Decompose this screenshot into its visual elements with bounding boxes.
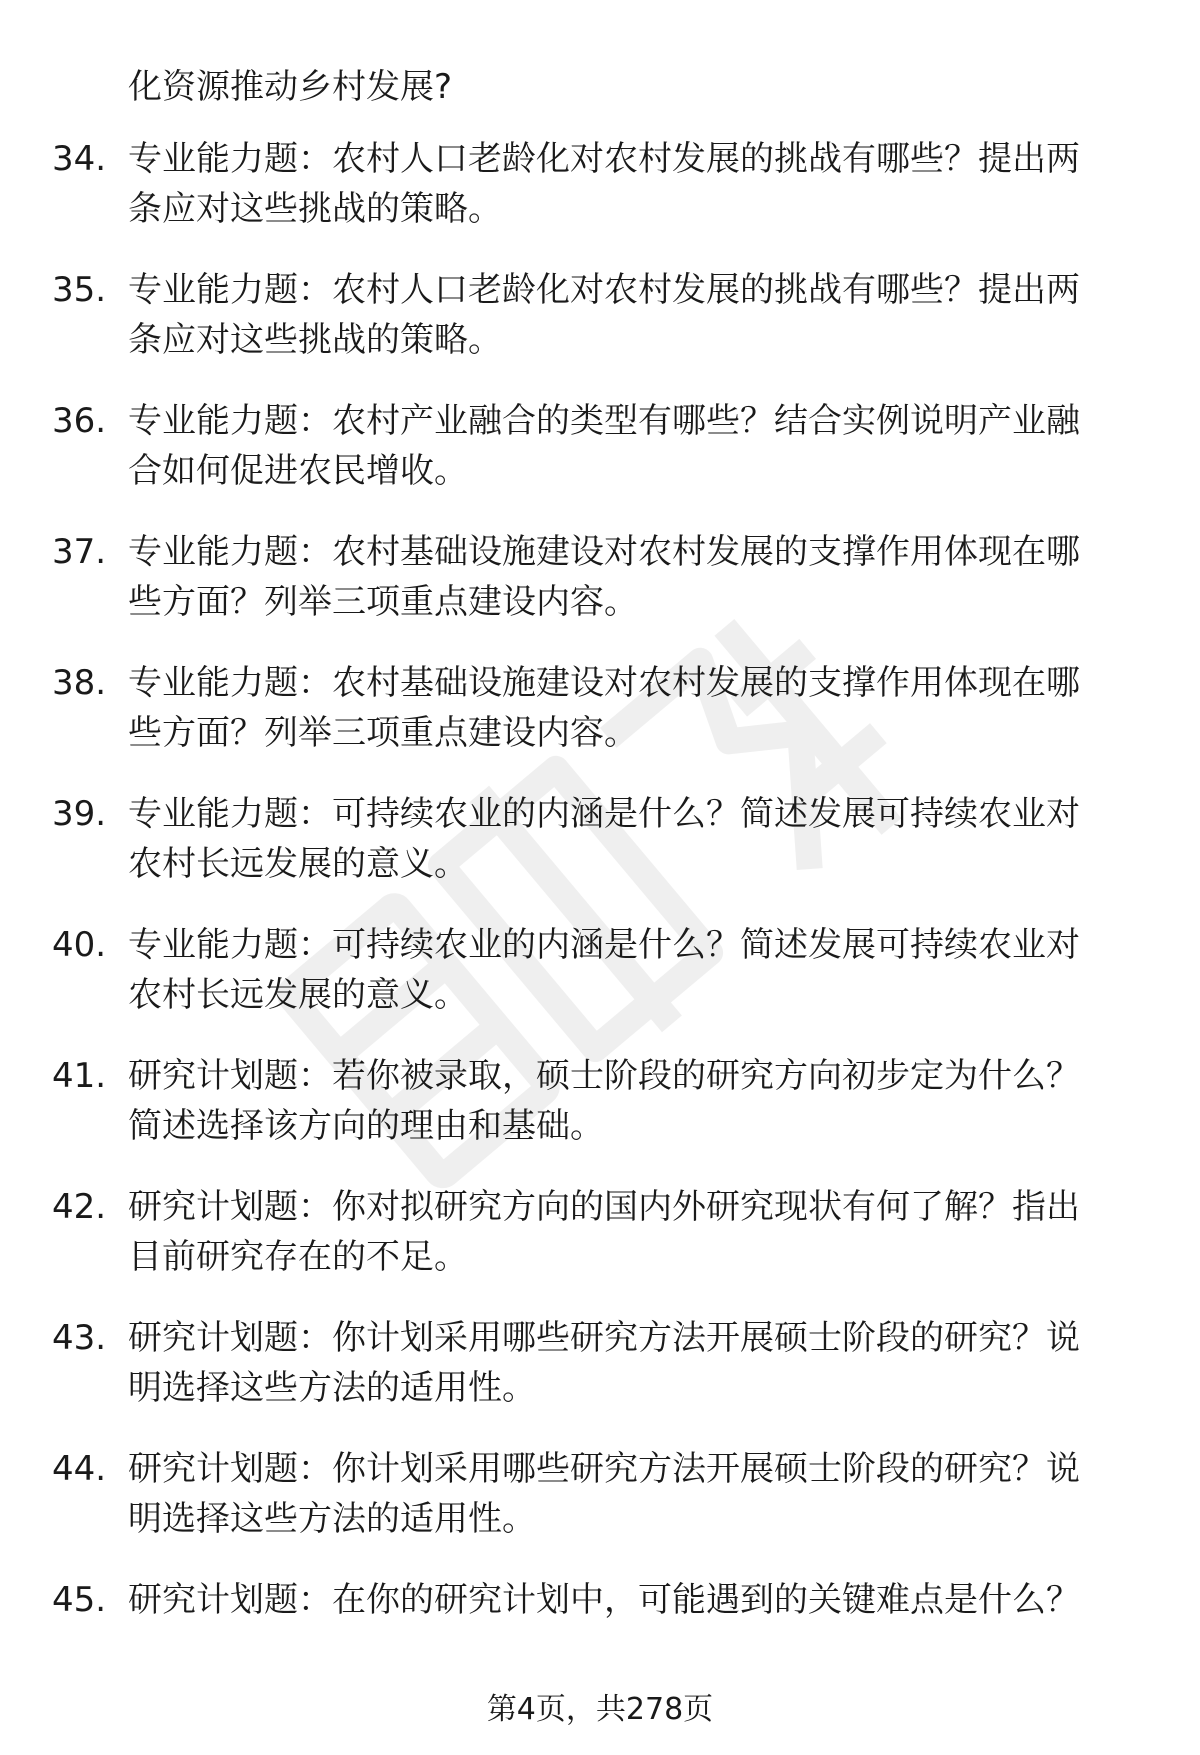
question-item	[0, 789, 1200, 920]
question-item	[0, 1444, 1200, 1575]
question-number: 39.	[52, 794, 107, 834]
question-number: 41.	[52, 1056, 107, 1096]
question-text: 研究计划题：在你的研究计划中，可能遇到的关键难点是什么？	[128, 1580, 1080, 1620]
question-item	[0, 265, 1200, 396]
question-text: 专业能力题：农村基础设施建设对农村发展的支撑作用体现在哪 些方面？列举三项重点建设内容。	[128, 663, 1080, 753]
continuation-line: 化资源推动乡村发展?	[128, 67, 453, 107]
question-text: 专业能力题：农村人口老龄化对农村发展的挑战有哪些？提出两 条应对这些挑战的策略。	[128, 270, 1080, 360]
question-number: 42.	[52, 1187, 107, 1227]
question-number: 45.	[52, 1580, 107, 1620]
question-number: 43.	[52, 1318, 107, 1358]
question-text: 研究计划题：你计划采用哪些研究方法开展硕士阶段的研究？说 明选择这些方法的适用性。	[128, 1449, 1080, 1539]
question-text: 研究计划题：你计划采用哪些研究方法开展硕士阶段的研究？说 明选择这些方法的适用性。	[128, 1318, 1080, 1408]
question-text: 专业能力题：可持续农业的内涵是什么？简述发展可持续农业对 农村长远发展的意义。	[128, 794, 1080, 884]
question-item	[0, 1313, 1200, 1444]
question-number: 38.	[52, 663, 107, 703]
question-item	[0, 1051, 1200, 1182]
question-number: 37.	[52, 532, 107, 572]
question-number: 35.	[52, 270, 107, 310]
question-text: 专业能力题：农村人口老龄化对农村发展的挑战有哪些？提出两 条应对这些挑战的策略。	[128, 139, 1080, 229]
question-item	[0, 134, 1200, 265]
question-text: 研究计划题：若你被录取，硕士阶段的研究方向初步定为什么？ 简述选择该方向的理由和基础。	[128, 1056, 1080, 1146]
question-item	[0, 658, 1200, 789]
question-item	[0, 1182, 1200, 1313]
question-list	[0, 134, 1200, 1706]
question-item	[0, 396, 1200, 527]
question-number: 44.	[52, 1449, 107, 1489]
question-number: 36.	[52, 401, 107, 441]
page-footer: 第4页，共278页	[486, 1692, 714, 1727]
question-item	[0, 1575, 1200, 1706]
question-number: 34.	[52, 139, 107, 179]
question-item	[0, 527, 1200, 658]
question-text: 专业能力题：农村基础设施建设对农村发展的支撑作用体现在哪 些方面？列举三项重点建设内容。	[128, 532, 1080, 622]
question-text: 研究计划题：你对拟研究方向的国内外研究现状有何了解？指出 目前研究存在的不足。	[128, 1187, 1080, 1277]
question-item	[0, 920, 1200, 1051]
question-text: 专业能力题：可持续农业的内涵是什么？简述发展可持续农业对 农村长远发展的意义。	[128, 925, 1080, 1015]
question-text: 专业能力题：农村产业融合的类型有哪些？结合实例说明产业融 合如何促进农民增收。	[128, 401, 1080, 491]
question-number: 40.	[52, 925, 107, 965]
